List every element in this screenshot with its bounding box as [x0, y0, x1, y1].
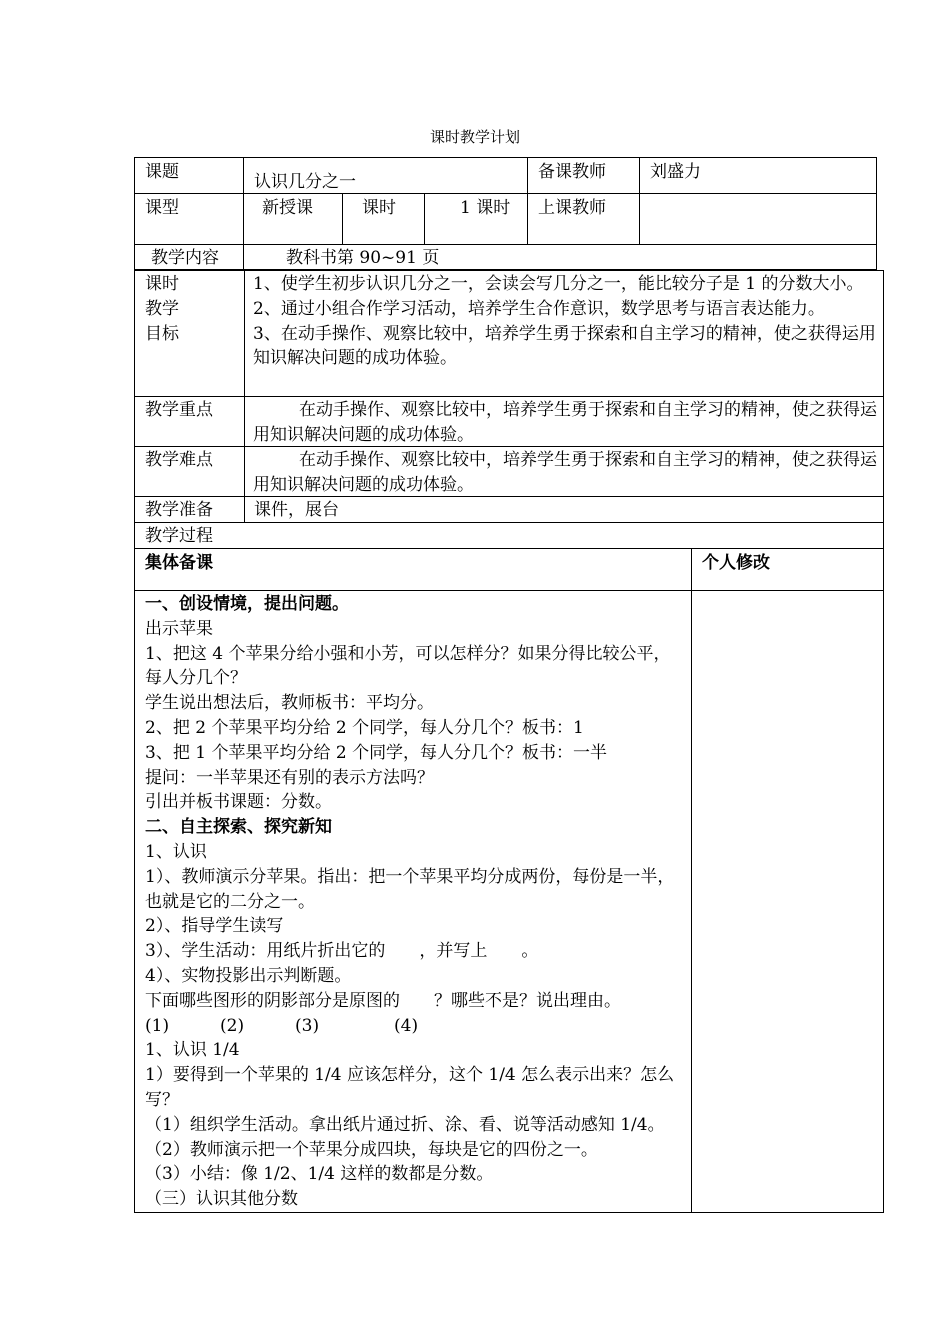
figure-option: (4)	[394, 1015, 419, 1036]
figure-option: (1)	[145, 1015, 170, 1036]
objective-item: 2、通过小组合作学习活动，培养学生合作意识，数学思考与语言表达能力。	[253, 298, 825, 319]
difficulties-label: 教学难点	[145, 450, 213, 470]
prep-teacher-value: 刘盛力	[650, 162, 701, 182]
process-line: 1、把这 4 个苹果分给小强和小芳，可以怎样分？如果分得比较公平，每人分几个？	[145, 643, 671, 689]
process-line: （三）认识其他分数	[145, 1189, 298, 1210]
difficulties-text: 在动手操作、观察比较中，培养学生勇于探索和自主学习的精神，使之获得运用知识解决问题的成功体验。	[253, 450, 877, 495]
process-line: 出示苹果	[145, 618, 213, 639]
preparation-label: 教学准备	[145, 500, 213, 520]
content-label: 教学内容	[151, 248, 219, 268]
topic-label: 课题	[145, 162, 179, 182]
figure-option: (2)	[220, 1015, 245, 1036]
key-points-text: 在动手操作、观察比较中，培养学生勇于探索和自主学习的精神，使之获得运用知识解决问题的成功体验。	[253, 400, 877, 445]
hours-value: 1 课时	[460, 198, 511, 218]
class-teacher-label: 上课教师	[538, 198, 606, 218]
objectives-label-line: 课时	[145, 274, 179, 294]
process-line: 1、认识 1/4	[145, 1040, 240, 1061]
page-title: 课时教学计划	[429, 128, 520, 146]
process-line: 2、把 2 个苹果平均分给 2 个同学，每人分几个？板书：1	[145, 717, 584, 738]
figure-option: (3)	[295, 1015, 320, 1036]
process-line	[145, 939, 687, 964]
process-label: 教学过程	[145, 526, 213, 546]
process-line-part: ，并写上	[419, 941, 488, 962]
objectives-label-line: 目标	[145, 323, 179, 344]
preparation-value: 课件，展台	[254, 500, 339, 520]
process-line: （1）组织学生活动。拿出纸片通过折、涂、看、说等活动感知 1/4。	[145, 1114, 665, 1135]
process-line	[145, 989, 687, 1014]
process-line: 学生说出想法后，教师板书：平均分。	[145, 693, 434, 714]
objectives-label-line: 教学	[145, 298, 179, 319]
content-value: 教科书第 90~91 页	[286, 248, 440, 268]
prep-teacher-label: 备课教师	[538, 162, 606, 182]
process-line: 1、认识	[145, 841, 207, 862]
objective-item: 1、使学生初步认识几分之一，会读会写几分之一，能比较分子是 1 的分数大小。	[253, 274, 864, 294]
process-line-part: 下面哪些图形的阴影部分是原图的	[145, 990, 400, 1011]
objectives-label	[145, 272, 241, 346]
section-title: 一、创设情境，提出问题。	[145, 594, 349, 614]
process-line: （2）教师演示把一个苹果分成四块，每块是它的四份之一。	[145, 1139, 598, 1160]
type-label: 课型	[145, 198, 179, 218]
objective-item: 3、在动手操作、观察比较中，培养学生勇于探索和自主学习的精神，使之获得运用知识解决问题的成功体验。	[253, 323, 876, 369]
process-line: （3）小结：像 1/2、1/4 这样的数都是分数。	[145, 1164, 494, 1185]
process-content	[145, 592, 687, 1212]
personal-edit-header: 个人修改	[702, 553, 770, 573]
process-line: 引出并板书课题：分数。	[145, 792, 332, 813]
figure-options	[145, 1014, 687, 1039]
group-prep-header: 集体备课	[145, 553, 213, 573]
process-line: 2）、指导学生读写	[145, 916, 284, 937]
objectives-text	[253, 272, 879, 371]
process-line-part: 。	[521, 941, 539, 962]
section-title: 二、自主探索、探究新知	[145, 817, 332, 838]
type-value: 新授课	[262, 198, 313, 218]
process-line: 1）要得到一个苹果的 1/4 应该怎样分，这个 1/4 怎么表示出来？怎么写？	[145, 1065, 675, 1110]
process-line-part: ？哪些不是？说出理由。	[434, 990, 621, 1011]
process-line: 提问：一半苹果还有别的表示方法吗？	[145, 767, 434, 788]
topic-value: 认识几分之一	[254, 172, 356, 192]
hours-label: 课时	[362, 198, 396, 218]
key-points-label: 教学重点	[145, 400, 213, 420]
process-line: 1）、教师演示分苹果。指出：把一个苹果平均分成两份，每份是一半，也就是它的二分之一。	[145, 866, 675, 912]
process-line-part: 3）、学生活动：用纸片折出它的	[145, 941, 386, 962]
process-line: 3、把 1 个苹果平均分给 2 个同学，每人分几个？板书：一半	[145, 742, 608, 763]
process-line: 4）、实物投影出示判断题。	[145, 965, 352, 986]
